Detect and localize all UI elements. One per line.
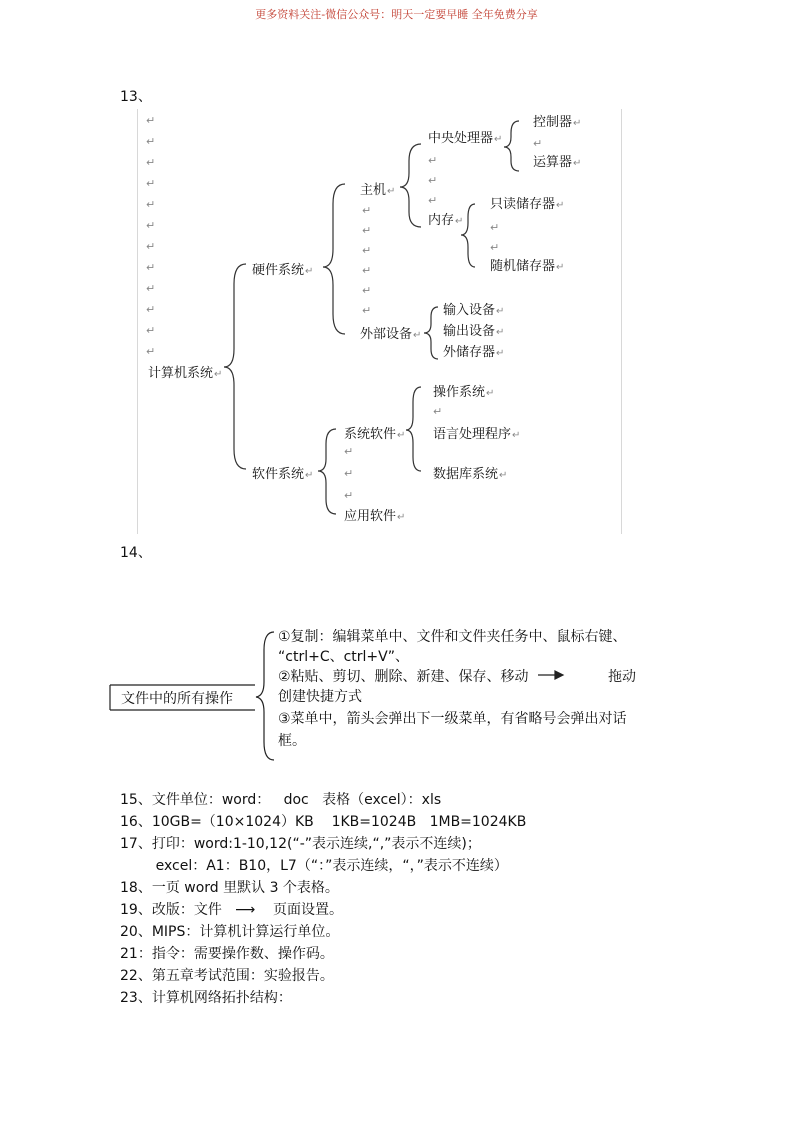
para-mark: ↵ [146, 156, 156, 169]
node-alu: 运算器↵ [533, 155, 582, 170]
node-app-software: 应用软件↵ [344, 509, 406, 524]
note-21: 21：指令：需要操作数、操作码。 [120, 946, 334, 962]
para-mark: ↵ [428, 154, 438, 167]
node-cpu: 中央处理器↵ [428, 131, 503, 146]
para-mark: ↵ [146, 345, 156, 358]
file-ops-line-5: ③菜单中，箭头会弹出下一级菜单，有省略号会弹出对话 [278, 711, 627, 727]
para-mark: ↵ [362, 224, 372, 237]
watermark-header: 更多资料关注-微信公众号：明天一定要早睡 全年免费分享 [255, 8, 538, 21]
para-mark: ↵ [146, 135, 156, 148]
note-20: 20、MIPS：计算机计算运行单位。 [120, 924, 340, 940]
para-mark: ↵ [533, 137, 543, 150]
para-mark: ↵ [490, 241, 500, 254]
para-mark: ↵ [146, 303, 156, 316]
node-host: 主机↵ [360, 183, 396, 198]
file-ops-line-1: ①复制：编辑菜单中、文件和文件夹任务中、鼠标右键、 [278, 629, 627, 645]
para-mark: ↵ [146, 240, 156, 253]
note-17: 17、打印：word:1-10,12(“-”表示连续,“,”表示不连续)； [120, 836, 481, 852]
para-mark: ↵ [146, 114, 156, 127]
file-ops-brace [256, 632, 274, 760]
node-ram: 随机储存器↵ [490, 259, 565, 274]
node-db: 数据库系统↵ [433, 467, 508, 482]
node-hardware: 硬件系统↵ [252, 263, 314, 278]
node-output: 输出设备↵ [443, 324, 505, 339]
para-mark: ↵ [146, 177, 156, 190]
para-mark: ↵ [362, 284, 372, 297]
note-23: 23、计算机网络拓扑结构： [120, 990, 292, 1006]
node-software: 软件系统↵ [252, 467, 314, 482]
para-mark: ↵ [344, 445, 354, 458]
node-system-software: 系统软件↵ [344, 427, 406, 442]
node-input: 输入设备↵ [443, 303, 505, 318]
node-os: 操作系统↵ [433, 385, 495, 400]
item-13-label: 13、 [120, 89, 152, 105]
note-19: 19、改版：文件 ⟶ 页面设置。 [120, 902, 344, 918]
para-mark: ↵ [362, 244, 372, 257]
node-peripherals: 外部设备↵ [360, 327, 422, 342]
para-mark: ↵ [362, 264, 372, 277]
note-17b: excel：A1：B10，L7（“：”表示连续，“，”表示不连续） [120, 858, 508, 874]
file-ops-line-6: 框。 [278, 733, 306, 749]
para-mark: ↵ [433, 405, 443, 418]
note-15: 15、文件单位：word： doc 表格（excel）：xls [120, 792, 442, 808]
node-memory: 内存↵ [428, 213, 464, 228]
para-mark: ↵ [146, 324, 156, 337]
para-mark: ↵ [146, 282, 156, 295]
para-mark: ↵ [428, 174, 438, 187]
para-mark: ↵ [146, 219, 156, 232]
para-mark: ↵ [362, 304, 372, 317]
para-mark: ↵ [362, 204, 372, 217]
node-root: 计算机系统↵ [148, 366, 223, 381]
node-storage: 外储存器↵ [443, 345, 505, 360]
note-22: 22、第五章考试范围：实验报告。 [120, 968, 334, 984]
item-14-label: 14、 [120, 545, 152, 561]
para-mark: ↵ [344, 489, 354, 502]
file-ops-line-2: “ctrl+C、ctrl+V”、 [278, 649, 409, 665]
para-mark: ↵ [146, 261, 156, 274]
file-ops-line-3b: 拖动 [608, 669, 636, 685]
file-ops-line-3: ②粘贴、剪切、删除、新建、保存、移动 [278, 669, 529, 685]
node-rom: 只读储存器↵ [490, 197, 565, 212]
node-controller: 控制器↵ [533, 115, 582, 130]
node-lang: 语言处理程序↵ [433, 427, 521, 442]
para-mark: ↵ [344, 467, 354, 480]
para-mark: ↵ [428, 194, 438, 207]
note-18: 18、一页 word 里默认 3 个表格。 [120, 880, 339, 896]
file-ops-line-4: 创建快捷方式 [278, 689, 362, 705]
notes-list [120, 789, 526, 1009]
note-16: 16、10GB=（10×1024）KB 1KB=1024B 1MB=1024KB [120, 814, 527, 830]
file-ops-label: 文件中的所有操作 [121, 691, 233, 707]
para-mark: ↵ [146, 198, 156, 211]
para-mark: ↵ [490, 221, 500, 234]
